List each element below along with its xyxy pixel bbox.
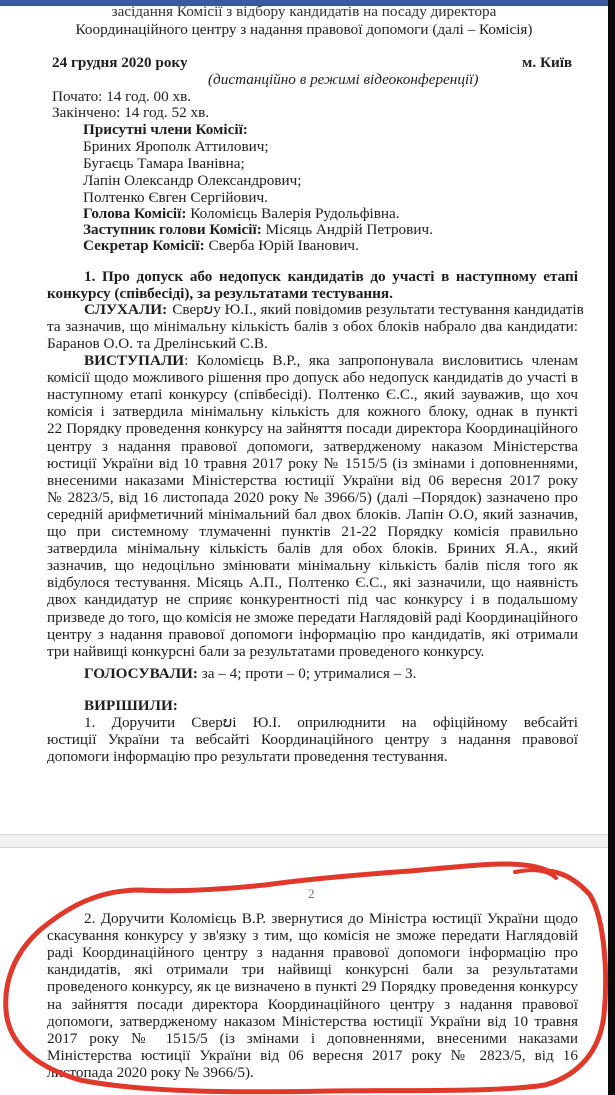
spoke-line: центру з надання правової допомоги інформацію про кандидатів, які отримали (47, 625, 578, 643)
member: Бугаєць Тамара Іванівна; (83, 155, 245, 172)
spoke-line: призведе до того, що комісія не зможе передати Наглядовій раді Координаційного (47, 608, 578, 626)
end-time: Закінчено: 14 год. 52 хв. (52, 104, 210, 121)
chair-label: Голова Комісії: (83, 205, 187, 222)
deputy-name: Місяць Андрій Петрович. (265, 221, 433, 238)
secretary-row (83, 237, 359, 255)
doc-title-line1: засідання Комісії з відбору кандидатів на посаду директора (111, 3, 497, 20)
spoke-line: що при системному тлумаченні пунктів 21-22 Порядку комісія правильно (47, 523, 578, 540)
secretary-label: Секретар Комісії: (83, 237, 205, 254)
decided-heading: ВИРІШИЛИ: (84, 697, 178, 714)
spoke-line: комісія і затвердила мінімальну кількість для кожного блоку, однак в пункті (47, 403, 578, 421)
vote-result: за – 4; проти – 0; утрималися – 3. (201, 665, 417, 682)
decision2-line: скасування конкурсу у зв'язку з тим, що комісія не зможе передати Наглядовій (47, 927, 578, 945)
attendees-heading: Присутні члени Комісії: (83, 121, 248, 138)
spoke-line: три найвищі конкурсні бали за результатами проведеного конкурсу. (47, 642, 485, 660)
spoke-line: наступному етапі конкурсу (співбесіді). Полтенко Є.С., який зауважив, що хоч (47, 386, 578, 404)
secretary-name: Сверба Юрій Іванович. (208, 237, 359, 254)
heard-line: та зазначив, що мінімальну кількість балів з обох блоків набрало два кандидати: (47, 318, 578, 335)
heard-line: Баранов О.О. та Дрелінський С.В. (47, 335, 268, 352)
heard-label: СЛУХАЛИ: (84, 301, 168, 318)
decision2-line: 2017 року № 1515/5 (із змінами і доповненнями, внесеними наказами (47, 1029, 578, 1047)
spoke-line: юстиції України від 10 травня 2017 року № 1515/5 (із змінами і доповненнями, (47, 454, 578, 472)
decision2-line: проведеного конкурсу, як це визначено в пункті 29 Порядку проведення конкурсу (47, 978, 578, 996)
heard-line: Сверບу Ю.І., який повідомив результати тестування кандидатів (172, 301, 584, 318)
decision1-line: юстиції України та вебсайті Координаційного центру з надання правової (47, 731, 578, 748)
deputy-label: Заступник голови Комісії: (83, 221, 262, 238)
decision2-line: раді Координаційного центру з надання правової допомоги інформацію про (47, 944, 578, 962)
chair-name: Коломієць Валерія Рудольфівна. (190, 205, 400, 222)
decision2-line: на зайняття посади директора Координаційного центру з надання правової (47, 995, 578, 1013)
page-number: 2 (308, 886, 315, 901)
spoke-line: комісії щодо можливого рішення про допуск або недопуск кандидатів до участі в (47, 369, 578, 387)
vote-label: ГОЛОСУВАЛИ: (84, 665, 198, 682)
decision1-line: 1. Доручити Сверບі Ю.І. оприлюднити на офіційному вебсайті (84, 714, 578, 731)
decision2-line: кандидатів, які отримали три найвищі конкурсні бали за результатами (47, 961, 578, 979)
window-edge (608, 0, 615, 1095)
member: Бриних Ярополк Аттилович; (83, 138, 269, 155)
spoke-line: : Коломієць В.Р., яка запропонувала висловитись членам (184, 352, 578, 369)
spoke-label: ВИСТУПАЛИ (84, 352, 185, 369)
doc-title-line2: Координаційного центру з надання правової допомоги (далі – Комісія) (75, 21, 533, 38)
spoke-line: 22 Порядку проведення конкурсу на зайняття посади директора Координаційного (47, 420, 578, 438)
member: Лапін Олександр Олександрович; (83, 172, 302, 189)
page-separator (0, 834, 608, 848)
spoke-line: середній арифметичний мінімальний бал двох блоків. Лапін О.О, який зазначив, (47, 505, 578, 523)
spoke-line: зазначив, що недоцільно змінювати мінімальну кількість балів після того як (47, 557, 578, 575)
decision2-line: допомоги, затвердженому наказом Міністерства юстиції України від 10 травня (47, 1012, 578, 1030)
meeting-mode: (дистанційно в режимі відеоконференції) (208, 71, 479, 88)
spoke-line: відбулося тестування. Місяць А.П., Полтенко Є.С., які зазначили, що наявність (47, 574, 578, 592)
heard-row (84, 301, 584, 319)
spoke-line: центру з надання правової допомоги, затвердженому наказом Міністерства (47, 437, 578, 455)
meeting-date: 24 грудня 2020 року (52, 54, 188, 71)
spoke-line: двох кандидатур не сприяє конкурентності під час конкурсу і в подальшому (47, 591, 578, 609)
item1-title-line2: конкурсу (співбесіді), за результатами тестування. (47, 285, 393, 302)
spoke-line: № 2823/5, від 16 листопада 2020 року № 3966/5) (далі –Порядок) зазначено про (47, 488, 578, 506)
meeting-city: м. Київ (522, 54, 573, 71)
item1-title-line1: 1. Про допуск або недопуск кандидатів до участі в наступному етапі (84, 268, 578, 285)
spoke-line: затвердила мінімальну кількість балів для обох блоків. Бриних Я.А., який (47, 540, 578, 558)
spoke-row (84, 352, 578, 370)
start-time: Почато: 14 год. 00 хв. (52, 88, 192, 105)
decision2-line: Міністерства юстиції України від 06 вересня 2017 року № 2823/5, від 16 (47, 1046, 578, 1064)
decision1-line: допомоги інформацію про результати проведення тестування. (47, 748, 448, 765)
decision2-line: листопада 2020 року № 3966/5). (47, 1063, 254, 1081)
member: Полтенко Євген Сергійович. (83, 189, 268, 206)
spoke-line: внесеними наказами Міністерства юстиції України від 06 вересня 2017 року (47, 471, 578, 489)
decision2-line: 2. Доручити Коломієць В.Р. звернутися до Міністра юстиції України щодо (84, 910, 578, 927)
vote-row (84, 665, 416, 683)
